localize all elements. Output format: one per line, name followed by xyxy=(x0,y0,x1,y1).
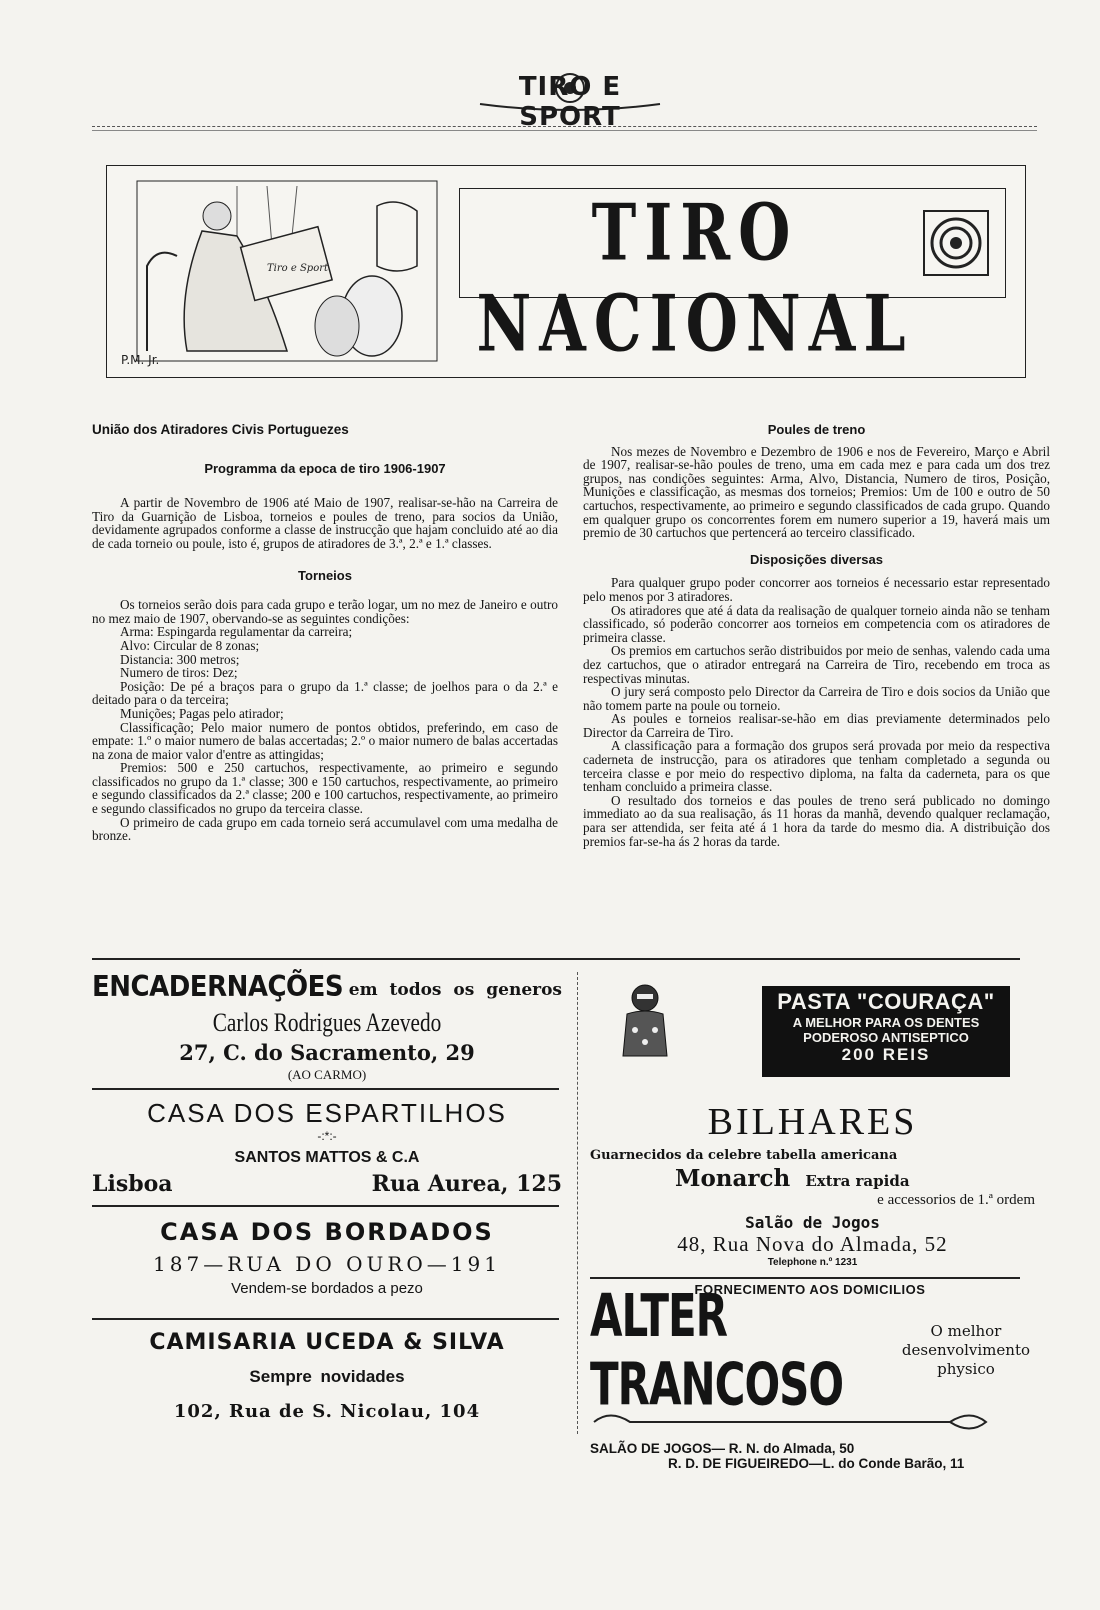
esp-title: CASA DOS ESPARTILHOS xyxy=(147,1098,507,1128)
ad-alter-trancoso xyxy=(590,1282,1030,1471)
disposicao-item: Para qualquer grupo poder concorrer aos torneios é necessario estar representado pelo menos por 3 atiradores. xyxy=(583,575,1050,604)
esp-street: Rua Aurea, 125 xyxy=(371,1171,562,1197)
bil-line: Guarnecidos da celebre tabella americana xyxy=(590,1148,898,1163)
intro-paragraph: A partir de Novembro de 1906 até Maio de 1907, realisar-se-hão na Carreira de Tiro da Guarnição de Lisboa, torneios e poules de treno, para socios da União, devidamente agrupados conforme a classe de instrucção que hajam concluido até ao dia de cada torneio ou poule, isto é, grupos de atiradores de 3.ª, 2.ª e 1.ª classes. xyxy=(92,495,558,551)
banner-illustration xyxy=(117,176,442,368)
alter-side: desenvolvimento xyxy=(901,1340,1030,1359)
bil-title: BILHARES xyxy=(707,1101,918,1143)
condition-item: Alvo: Circular de 8 zonas; xyxy=(120,637,260,653)
allegory-figure-icon xyxy=(117,176,442,368)
enc-note: (AO CARMO) xyxy=(287,1067,367,1082)
ad-encadernacoes xyxy=(92,972,562,1083)
pasta-line: PODEROSO ANTISEPTICO xyxy=(803,1030,969,1045)
esp-name: SANTOS MATTOS & C.A xyxy=(234,1149,420,1166)
ad-bilhares xyxy=(590,1100,1035,1268)
bord-title: CASA DOS BORDADOS xyxy=(160,1218,494,1246)
ad-espartilhos xyxy=(92,1098,562,1197)
enc-address: 27, C. do Sacramento, 29 xyxy=(179,1040,475,1065)
masthead xyxy=(470,66,670,132)
poules-heading: Poules de treno xyxy=(767,422,866,437)
masthead-title: TIRO E SPORT xyxy=(518,72,622,132)
alter-title: ALTER TRANCOSO xyxy=(590,1281,844,1419)
disposicao-item: As poules e torneios realisar-se-hão em dias previamente determinados pelo Director da Carreira de Tiro. xyxy=(583,711,1050,740)
disposicao-item: O resultado dos torneios e das poules de treno será publicado no domingo immediato ao da sua realisação, ás 11 horas da manhã, devendo qualquer reclamação, para ser attendida, ser feita até á 1 hora da tarde do mesmo dia. A distribuição dos premios far-se-ha ás 2 horas da tarde. xyxy=(583,792,1050,849)
condition-item: Classificação; Pelo maior numero de pontos obtidos, preferindo, em caso de empate: 1.º o maior numero de balas accertadas; 2.º o maior numero de balas accertadas na zona de maior valor d'entre as attingidas; xyxy=(92,719,558,762)
cam-note: Sempre novidades xyxy=(249,1367,405,1386)
bil-address: 48, Rua Nova do Almada, 52 xyxy=(677,1232,948,1256)
disposicao-item: A classificação para a formação dos grupos será provada por meio da respectiva caderneta de instrucção, para os atiradores que tenham completado a segunda ou terceira classe e por meio do respectivo diploma, na falta da caderneta, para os que tenham concluido a primeira classe. xyxy=(583,738,1050,795)
condition-item: Arma: Espingarda regulamentar da carreira; xyxy=(120,624,353,640)
target-icon xyxy=(922,209,990,277)
ads-top-rule xyxy=(92,958,1020,960)
esp-ornament: -:*:- xyxy=(317,1129,337,1143)
cam-address: 102, Rua de S. Nicolau, 104 xyxy=(173,1401,481,1422)
ad-rule xyxy=(92,1088,559,1090)
alter-top: FORNECIMENTO AOS DOMICILIOS xyxy=(694,1282,926,1297)
poules-paragraph: Nos mezes de Novembro e Dezembro de 1906 e nos de Fevereiro, Março e Abril de 1907, realisar-se-hão poules de treno, uma em cada mez e para cada um dos trez grupos, nas condições seguintes: Arma, Alvo, Distancia, Numero de tiros, Posição, Munições e classificação, as mesmas dos torneios; Premios: Um de 100 e outro de 50 cartuchos, respectivamente, ao primeiro e segundo classificados de cada grupo. Quando em qualquer grupo os concorrentes forem em numero superior a 19, haverá mais um premio de 30 cartuchos que pertencerá ao terceiro classificado. xyxy=(583,443,1050,541)
ad-bordados xyxy=(92,1218,562,1297)
ad-rule xyxy=(92,1318,559,1320)
alter-address: SALÃO DE JOGOS— R. N. do Almada, 50 xyxy=(590,1441,855,1456)
condition-item: Premios: 500 e 250 cartuchos, respectivamente, ao primeiro e segundo classificados no grupo da 1.ª classe; 300 e 150 cartuchos, respectivamente, ao primeiro e segundo classificados da 2.ª classe; 200 e 100 cartuchos, respectivamente, ao primeiro e segundo classificados no grupo da terceira classe. xyxy=(92,760,558,817)
disposicao-item: Os atiradores que até á data da realisação de qualquer torneio ainda não se tenham classificado, só poderão concorrer aos torneios em competencia com os atiradores de primeira classe. xyxy=(583,602,1050,645)
disposicao-item: Os premios em cartuchos serão distribuidos por meio de senhas, valendo cada uma dez cartuchos, que o atirador entregará na Carreira de Tiro, recebendo em troca as respectivas minutas. xyxy=(583,643,1050,686)
condition-item: Distancia: 300 metros; xyxy=(120,651,240,667)
bord-note: Vendem-se bordados a pezo xyxy=(231,1280,423,1297)
artist-signature: P.M. Jr. xyxy=(121,353,160,367)
enc-name: Carlos Rodrigues Azevedo xyxy=(212,1008,442,1037)
bil-salao: Salão de Jogos xyxy=(745,1213,880,1232)
union-heading: União dos Atiradores Civis Portuguezes xyxy=(92,422,349,437)
ad-camisaria xyxy=(92,1330,562,1422)
alter-side: O melhor xyxy=(930,1321,1002,1340)
enc-subtitle: em todos os generos xyxy=(348,980,562,1000)
closing-paragraph: O primeiro de cada grupo em cada torneio será accumulavel com uma medalha de bronze. xyxy=(92,814,558,844)
bil-brand: Monarch xyxy=(675,1165,791,1192)
right-column xyxy=(583,423,1050,848)
bil-line: e accessorios de 1.ª ordem xyxy=(877,1192,1035,1208)
top-rule-2 xyxy=(92,130,1037,131)
programme-heading: Programma da epoca de tiro 1906-1907 xyxy=(204,460,446,476)
top-rule xyxy=(92,126,1037,127)
banner-title: TIRO NACIONAL xyxy=(476,188,914,370)
knight-armor-icon xyxy=(615,982,675,1062)
condition-item: Munições; Pagas pelo atirador; xyxy=(120,705,284,721)
disposicao-item: O jury será composto pelo Director da Carreira de Tiro e dois socios da União que não tomem parte na poule ou torneio. xyxy=(583,684,1050,713)
torneios-heading: Torneios xyxy=(298,567,352,583)
sign-text: Tiro e Sport xyxy=(267,263,329,274)
alter-address: R. D. DE FIGUEIREDO—L. do Conde Barão, 11 xyxy=(668,1456,965,1471)
left-column xyxy=(92,423,558,843)
ads-vertical-divider xyxy=(577,972,578,1434)
bil-phone: Telephone n.º 1231 xyxy=(767,1257,858,1268)
bil-brand-note: Extra rapida xyxy=(805,1172,910,1190)
esp-city: Lisboa xyxy=(92,1171,173,1197)
ad-rule xyxy=(92,1205,559,1207)
enc-title: ENCADERNAÇÕES xyxy=(92,970,344,1004)
pasta-title: PASTA "COURAÇA" xyxy=(777,989,995,1014)
alter-side: physico xyxy=(937,1359,995,1378)
disposicoes-heading: Disposições diversas xyxy=(750,551,883,567)
cam-title: CAMISARIA UCEDA & SILVA xyxy=(149,1330,505,1355)
condition-item: Numero de tiros: Dez; xyxy=(120,665,238,681)
ad-rule xyxy=(590,1277,1020,1279)
bord-address: 187—RUA DO OURO—191 xyxy=(153,1252,501,1276)
pasta-line: A MELHOR PARA OS DENTES xyxy=(792,1015,980,1030)
title-box xyxy=(459,188,1006,370)
torneios-intro: Os torneios serão dois para cada grupo e terão logar, um no mez de Janeiro e outro no mez maio de 1907, obervando-se as seguintes condições: xyxy=(92,597,558,626)
pasta-price: 200 REIS xyxy=(841,1045,931,1064)
ad-pasta-couraca xyxy=(762,986,1010,1077)
condition-item: Posição: De pé a braços para o grupo da 1.ª classe; de joelhos para o da 2.ª e deitado para o da terceira; xyxy=(92,678,558,708)
banner xyxy=(106,165,1026,378)
